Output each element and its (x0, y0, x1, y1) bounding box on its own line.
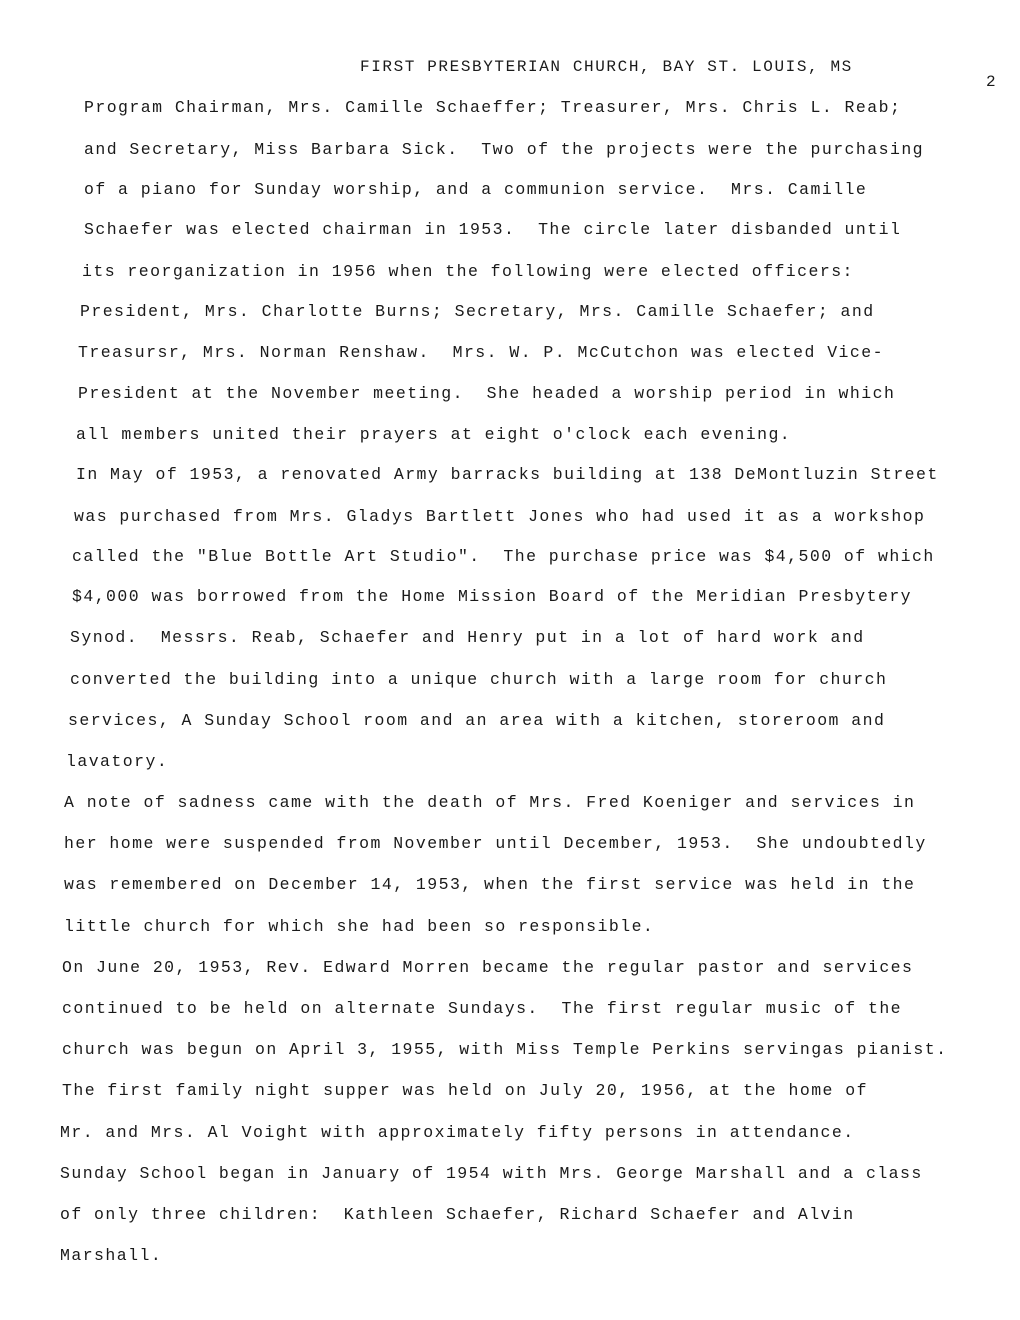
text-line: converted the building into a unique church with a large room for church (70, 670, 888, 689)
text-line: Marshall. (60, 1246, 163, 1265)
text-line: continued to be held on alternate Sundays. The first regular music of the (62, 999, 903, 1018)
text-line: was remembered on December 14, 1953, when the first service was held in the (64, 875, 916, 894)
text-line: A note of sadness came with the death of Mrs. Fred Koeniger and services in (64, 793, 916, 812)
text-line: church was begun on April 3, 1955, with Miss Temple Perkins servingas pianist. (62, 1040, 948, 1059)
text-line: Program Chairman, Mrs. Camille Schaeffer; Treasurer, Mrs. Chris L. Reab; (84, 98, 902, 117)
text-line: Mr. and Mrs. Al Voight with approximately fifty persons in attendance. (60, 1123, 855, 1142)
text-line: On June 20, 1953, Rev. Edward Morren became the regular pastor and services (62, 958, 914, 977)
text-line: The first family night supper was held on July 20, 1956, at the home of (62, 1081, 868, 1100)
text-line: of a piano for Sunday worship, and a communion service. Mrs. Camille (84, 180, 868, 199)
page-number: 2 (986, 73, 996, 91)
text-line: Treasursr, Mrs. Norman Renshaw. Mrs. W. P. McCutchon was elected Vice- (78, 343, 884, 362)
text-line: Synod. Messrs. Reab, Schaefer and Henry put in a lot of hard work and (70, 628, 865, 647)
text-line: $4,000 was borrowed from the Home Mission Board of the Meridian Presbytery (72, 587, 913, 606)
text-line: and Secretary, Miss Barbara Sick. Two of the projects were the purchasing (84, 140, 925, 159)
text-line: its reorganization in 1956 when the following were elected officers: (82, 262, 854, 281)
text-line: her home were suspended from November until December, 1953. She undoubtedly (64, 834, 927, 853)
text-line: services, A Sunday School room and an area with a kitchen, storeroom and (68, 711, 886, 730)
text-line: Sunday School began in January of 1954 with Mrs. George Marshall and a class (60, 1164, 923, 1183)
text-line: all members united their prayers at eight o'clock each evening. (76, 425, 792, 444)
text-line: little church for which she had been so responsible. (64, 917, 655, 936)
page-header: FIRST PRESBYTERIAN CHURCH, BAY ST. LOUIS, MS (360, 58, 853, 76)
text-line: Schaefer was elected chairman in 1953. The circle later disbanded until (84, 220, 902, 239)
text-line: President, Mrs. Charlotte Burns; Secretary, Mrs. Camille Schaefer; and (80, 302, 875, 321)
text-line: was purchased from Mrs. Gladys Bartlett Jones who had used it as a workshop (74, 507, 926, 526)
text-line: President at the November meeting. She headed a worship period in which (78, 384, 896, 403)
text-line: of only three children: Kathleen Schaefer, Richard Schaefer and Alvin (60, 1205, 855, 1224)
text-line: called the "Blue Bottle Art Studio". The purchase price was $4,500 of which (72, 547, 935, 566)
text-line: In May of 1953, a renovated Army barracks building at 138 DeMontluzin Street (76, 465, 939, 484)
text-line: lavatory. (66, 752, 169, 771)
